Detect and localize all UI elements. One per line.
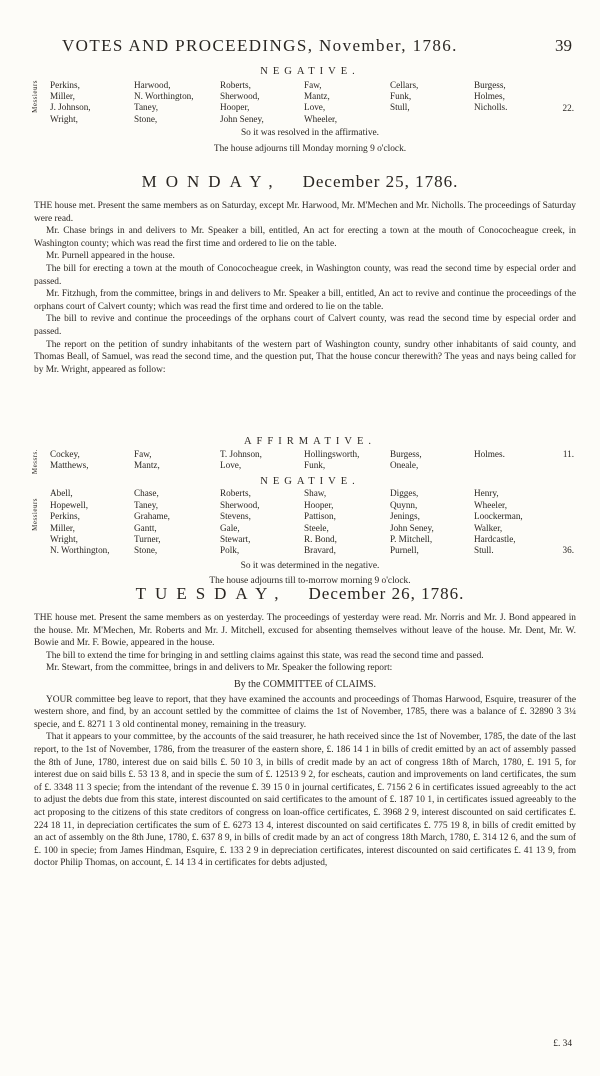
voter-name: Steele, [304, 522, 329, 533]
adjournment: The house adjourns till Monday morning 9 o'clock. [213, 143, 407, 154]
voter-name: Mantz, [304, 91, 330, 101]
report-paragraph: That it appears to your committee, by the accounts of the said treasurer, he hath received since the 1st of November, 1785, the date of the last report, to the 1st of November, 1786, from the treasurer of the eastern shore, £. 186 14 1 in bills of credit emitted by an act of assembly passed the 8th of June, 1780, interest due on said bills £. 50 10 3, in bills of credit made by an act of congress 18th of March, 1780, £. 191 5, for interest due on said bills £. 53 13 8, and in specie the sum of £. 12513 9 2, for escheats, caution and improvements on land certificates, the sum of £. 3348 11 3 specie; from the intendant of the revenue £. 39 15 0 in journal certificates, £. 7156 2 6 in certificates issued agreeably to the act to adjust the debts due from this state, interest discounted on said certificates to the amount of £. 187 10 1, in certificates issued agreeably to the act proposing to the citizens of this state creditors of congress on loan-office certificates, £. 3968 2 9, interest discounted on said certificates £. 224 18 11, in depreciation certificates the sum of £. 6273 13 4, interest discounted on said certificates £. 775 19 8, in bills of credit emitted by an act of assembly on the 8th June, 1780, £. 637 8 9, in bills of credit made by an act of congress 18th March, 1780, £. 314 12 6, and the sum of £. 100 in specie; from James Hindman, Esquire, £. 133 2 9 in depreciation certificates, interest discounted on said certificates £. 41 13 9, from doctor Philip Thomas, on account, £. 14 13 4 in certificates for debts adjusted, [34, 732, 576, 869]
voter-name: Shaw, [304, 488, 327, 499]
voter-name: Wright, [50, 533, 78, 544]
voter-name: Holmes. [474, 448, 505, 459]
voter-name: Miller, [50, 522, 75, 533]
page-number: 39 [555, 36, 572, 55]
voter-name: Bravard, [304, 545, 336, 556]
day-name: MONDAY, [141, 172, 282, 191]
name-col [474, 80, 544, 126]
voter-name: John Seney, [390, 522, 434, 533]
voter-name: N. Worthington, [134, 91, 194, 101]
voter-name: Quynn, [390, 499, 418, 510]
voter-name: Digges, [390, 488, 419, 499]
voter-name: Oneale, [390, 460, 419, 470]
voter-name: Matthews, [50, 460, 89, 470]
tuesday-proceedings [34, 612, 576, 870]
voter-name: Grahame, [134, 511, 170, 522]
voter-name: Pattison, [304, 511, 336, 522]
day-date: December 26, 1786. [308, 584, 465, 603]
voter-name: Faw, [304, 79, 322, 90]
day-date: December 25, 1786. [302, 172, 459, 191]
vote-total: 36. [562, 545, 574, 556]
voter-name: Perkins, [50, 511, 80, 522]
name-col [220, 488, 304, 556]
voter-name: Stewart, [220, 533, 251, 544]
voter-name: Stull, [390, 102, 410, 113]
name-col [304, 449, 390, 474]
voter-name: Roberts, [220, 79, 251, 90]
day-heading-tuesday [0, 584, 600, 603]
voter-name: Purnell, [390, 545, 419, 556]
name-col [50, 488, 134, 556]
voter-name: Hardcastle, [474, 533, 516, 544]
voter-name: Stone, [134, 545, 158, 556]
voter-name: Turner, [134, 533, 161, 544]
side-label: Messrs. [31, 448, 39, 474]
voter-name: Henry, [474, 488, 499, 499]
name-col [304, 80, 390, 126]
name-col [390, 80, 474, 126]
voter-name: N. Worthington, [50, 545, 110, 556]
voter-name: Stone, [134, 113, 158, 124]
voter-name: Perkins, [50, 79, 80, 90]
voter-name: Taney, [134, 102, 159, 113]
name-col [134, 449, 220, 474]
report-paragraph: YOUR committee beg leave to report, that they have examined the accounts and proceedings of Thomas Harwood, Esquire, treasurer of the western shore, and find, by an account settled by the committee of claims the 1st of November, 1785, there was a balance of £. 32890 3 3¼ specie, and £. 8271 1 3 old continental money, remaining in the treasury. [34, 694, 576, 730]
voter-name: Roberts, [220, 488, 251, 499]
name-col [50, 449, 134, 474]
name-col [50, 80, 134, 126]
voter-name: Sherwood, [220, 499, 260, 510]
paragraph: Mr. Purnell appeared in the house. [46, 251, 175, 262]
voter-name: Nicholls. [474, 102, 508, 113]
vote-block-2 [30, 436, 590, 588]
vote-result: So it was determined in the negative. [240, 560, 380, 571]
voter-name: Polk, [220, 545, 240, 556]
voter-name: R. Bond, [304, 533, 337, 544]
voter-name: Miller, [50, 91, 75, 101]
voter-name: Wheeler, [474, 499, 508, 510]
name-col [220, 449, 304, 474]
voter-name: Walker, [474, 522, 503, 533]
voter-name: Burgess, [390, 448, 422, 459]
catchword: £. 34 [553, 1039, 572, 1049]
monday-proceedings [34, 200, 576, 376]
voter-name: Gantt, [134, 522, 157, 533]
voter-name: Funk, [304, 460, 326, 470]
voter-name: T. Johnson, [220, 448, 262, 459]
vote-total: 11. [562, 448, 574, 459]
name-col [134, 80, 220, 126]
paragraph: The bill to revive and continue the proceedings of the orphans court of Calvert county, was read the second time by especial order and passed. [34, 314, 576, 337]
name-col [304, 488, 390, 556]
side-label: Messieurs [31, 79, 39, 113]
side-label: Messieurs [31, 498, 39, 532]
running-title: VOTES AND PROCEEDINGS, November, 1786. [62, 36, 458, 55]
voter-name: Cockey, [50, 448, 80, 459]
vote-label: AFFIRMATIVE. [243, 436, 377, 447]
voter-name: Faw, [134, 448, 152, 459]
voter-name: P. Mitchell, [390, 533, 433, 544]
committee-heading: By the COMMITTEE of CLAIMS. [234, 678, 376, 690]
paragraph: Mr. Chase brings in and delivers to Mr. Speaker a bill, entitled, An act for erecting a town at the mouth of Conococheague creek, in Washington county; which was read the first time and ordered to lie on the table. [34, 226, 576, 249]
name-col [390, 488, 474, 556]
adjournment: The house adjourns till to-morrow morning 9 o'clock. [209, 576, 411, 587]
vote-total: 22. [562, 102, 574, 113]
paragraph: The bill for erecting a town at the mouth of Conococheague creek, in Washington county, was read the second time by especial order and passed. [34, 263, 576, 287]
voter-name: Hopewell, [50, 499, 89, 510]
voter-name: Cellars, [390, 79, 419, 90]
voter-name: Love, [220, 460, 242, 470]
voter-name: Hooper, [220, 102, 250, 113]
name-col [220, 80, 304, 126]
voter-name: John Seney, [220, 113, 264, 124]
voter-name: Burgess, [474, 79, 506, 90]
voter-name: Hollingsworth, [304, 448, 360, 459]
voter-name: Stull. [474, 545, 494, 556]
voter-name: Hooper, [304, 499, 334, 510]
voter-name: Holmes, [474, 91, 505, 101]
paragraph: The report on the petition of sundry inhabitants of the western part of Washington county, sundry other inhabitants of said county, and Thomas Beall, of Samuel, was read the second time, and the question put, That the house concur therewith? The yeas and nays being called for by Mr. Wright, appeared as follow: [34, 339, 576, 375]
voter-name: Loockerman, [474, 511, 523, 522]
voter-name: Jenings, [390, 511, 420, 522]
voter-name: Mantz, [134, 460, 160, 470]
voter-name: Chase, [134, 488, 159, 499]
paragraph: The bill to extend the time for bringing in and settling claims against this state, was read the second time and passed. [46, 650, 484, 661]
paragraph: Mr. Fitzhugh, from the committee, brings in and delivers to Mr. Speaker a bill, entitled, An act to revive and continue the proceedings of the orphans court of Calvert county; which was read the first time and ordered to lie on the table. [34, 289, 576, 312]
paragraph: THE house met. Present the same members as on Saturday, except Mr. Harwood, Mr. M'Mechen and Mr. Nicholls. The proceedings of Saturday were read. [34, 201, 576, 224]
voter-name: Stevens, [220, 511, 251, 522]
voter-name: Wheeler, [304, 113, 338, 124]
voter-name: Love, [304, 102, 326, 113]
voter-name: Taney, [134, 499, 159, 510]
paragraph: Mr. Stewart, from the committee, brings in and delivers to Mr. Speaker the following report: [46, 663, 393, 674]
vote-block-1 [30, 66, 590, 155]
page-header [62, 36, 572, 55]
name-col [474, 488, 544, 556]
paragraph: THE house met. Present the same members as on yesterday. The proceedings of yesterday were read. Mr. Norris and Mr. J. Bond appeared in the house. Mr. M'Mechen, Mr. Roberts and Mr. J. Mitchell, excused for absenting themselves without leave of the house. Mr. Dent, Mr. W. Bowie and Mr. F. Bowie, appeared in the house. [34, 613, 576, 649]
voter-name: Wright, [50, 113, 78, 124]
voter-name: Funk, [390, 91, 412, 101]
name-col [134, 488, 220, 556]
voter-name: J. Johnson, [50, 102, 91, 113]
day-heading-monday [0, 172, 600, 191]
vote-label: NEGATIVE. [260, 66, 360, 77]
voter-name: Abell, [50, 488, 73, 499]
vote-result: So it was resolved in the affirmative. [240, 128, 380, 139]
voter-name: Gale, [220, 522, 240, 533]
voter-name: Sherwood, [220, 91, 260, 101]
voter-name: Harwood, [134, 79, 171, 90]
vote-label: NEGATIVE. [260, 475, 360, 487]
day-name: TUESDAY, [135, 584, 288, 603]
name-col [474, 449, 544, 474]
name-col [390, 449, 474, 474]
